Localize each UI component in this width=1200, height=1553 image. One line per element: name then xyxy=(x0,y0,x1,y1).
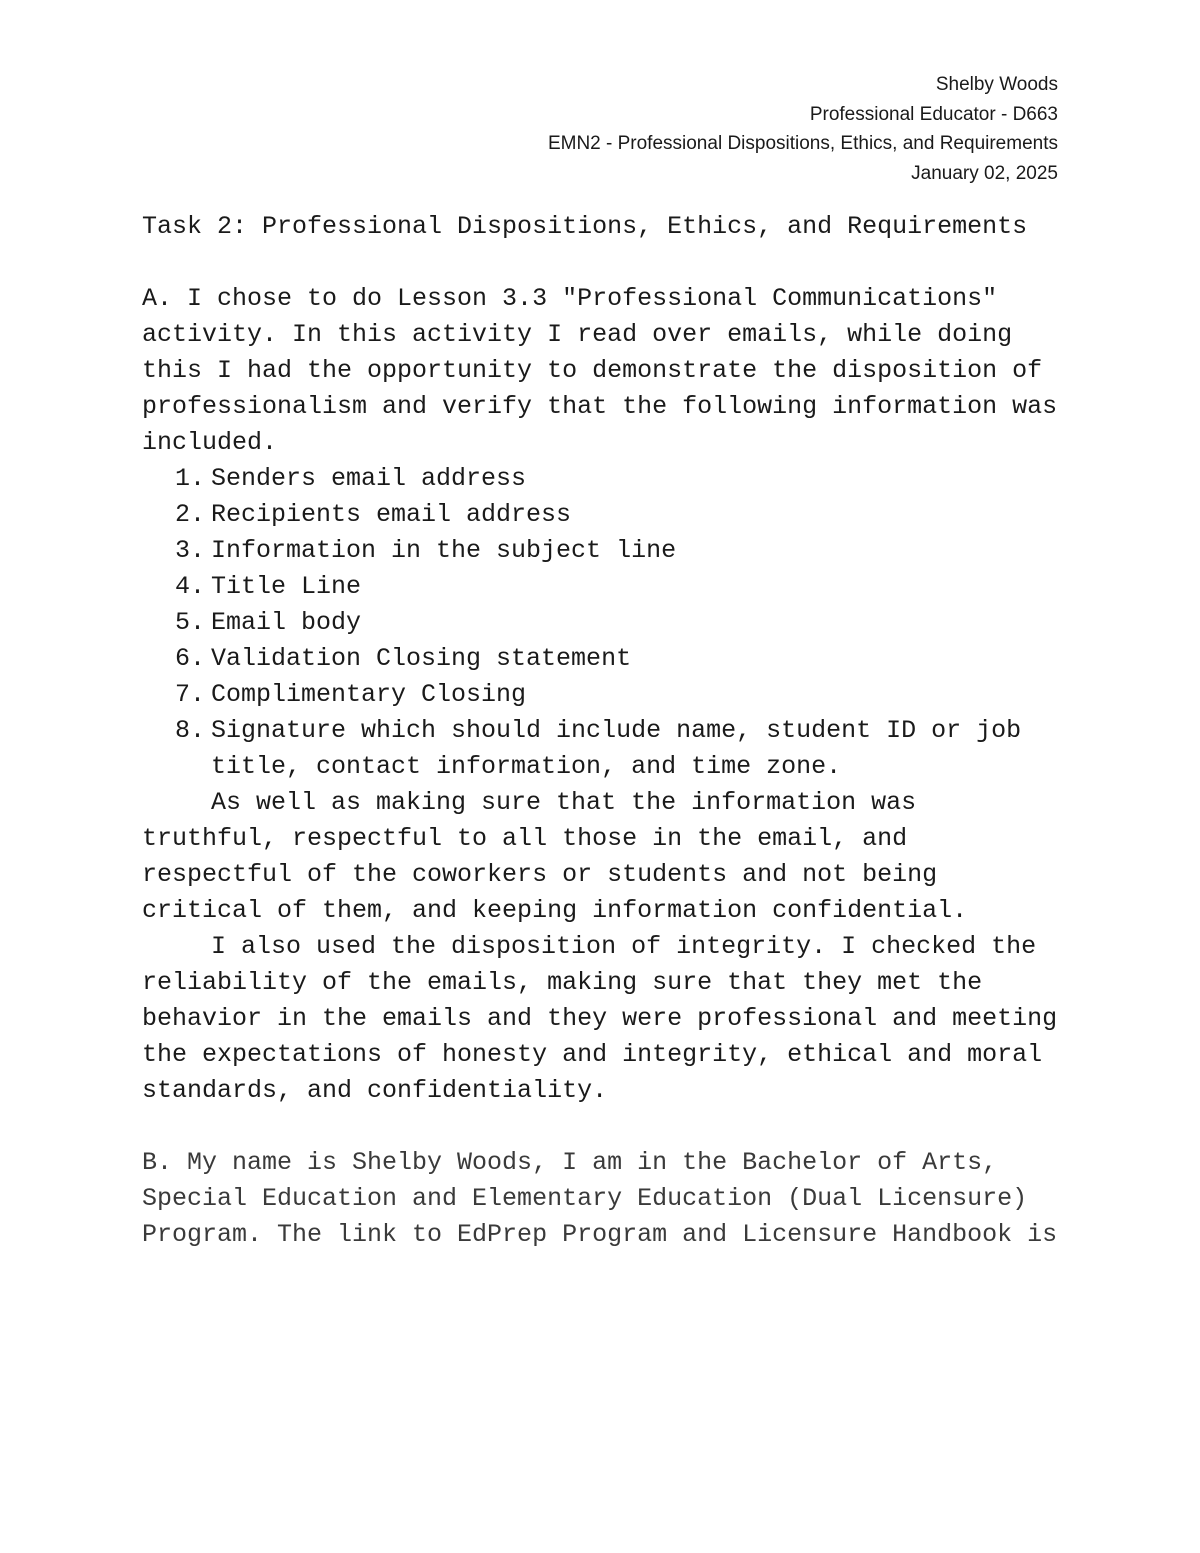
email-checklist xyxy=(142,461,1062,785)
list-item: 8. Signature which should include name, student ID or job title, contact information, and time zone. xyxy=(175,716,1022,781)
section-a-intro: A. I chose to do Lesson 3.3 "Professional Communications" activity. In this activity I read over emails, while doing this I had the opportunity to demonstrate the disposition of professionalism and verify that the following information was included. xyxy=(142,284,1058,457)
list-item: 3. Information in the subject line xyxy=(175,536,677,565)
author-name: Shelby Woods xyxy=(935,74,1058,95)
document-body xyxy=(142,209,1062,1253)
document-header xyxy=(548,70,1058,188)
course-name: Professional Educator - D663 xyxy=(809,103,1058,125)
list-item: 5. Email body xyxy=(175,608,362,637)
document-date: January 02, 2025 xyxy=(911,162,1058,184)
list-item: 7. Complimentary Closing xyxy=(175,680,527,709)
list-item: 2. Recipients email address xyxy=(175,500,572,529)
section-a-paragraph-3: I also used the disposition of integrity. I checked the reliability of the emails, making sure that they met the behavior in the emails and they were professional and meeting the expectations of honesty and integrity, ethical and moral standards, and confidentiality. xyxy=(142,932,1058,1105)
task-code: EMN2 - Professional Dispositions, Ethics, and Requirements xyxy=(547,133,1058,154)
list-item: 1. Senders email address xyxy=(175,464,527,493)
section-a-paragraph-2: As well as making sure that the information was truthful, respectful to all those in the email, and respectful of the coworkers or students and not being critical of them, and keeping information confidential. xyxy=(142,788,968,925)
list-item: 4. Title Line xyxy=(175,572,362,601)
document-title: Task 2: Professional Dispositions, Ethics, and Requirements xyxy=(142,212,1028,241)
section-b: B. My name is Shelby Woods, I am in the Bachelor of Arts, Special Education and Elementary Education (Dual Licensure) Program. The link to EdPrep Program and Licensure Handbook is xyxy=(142,1148,1058,1249)
list-item: 6. Validation Closing statement xyxy=(175,644,632,673)
